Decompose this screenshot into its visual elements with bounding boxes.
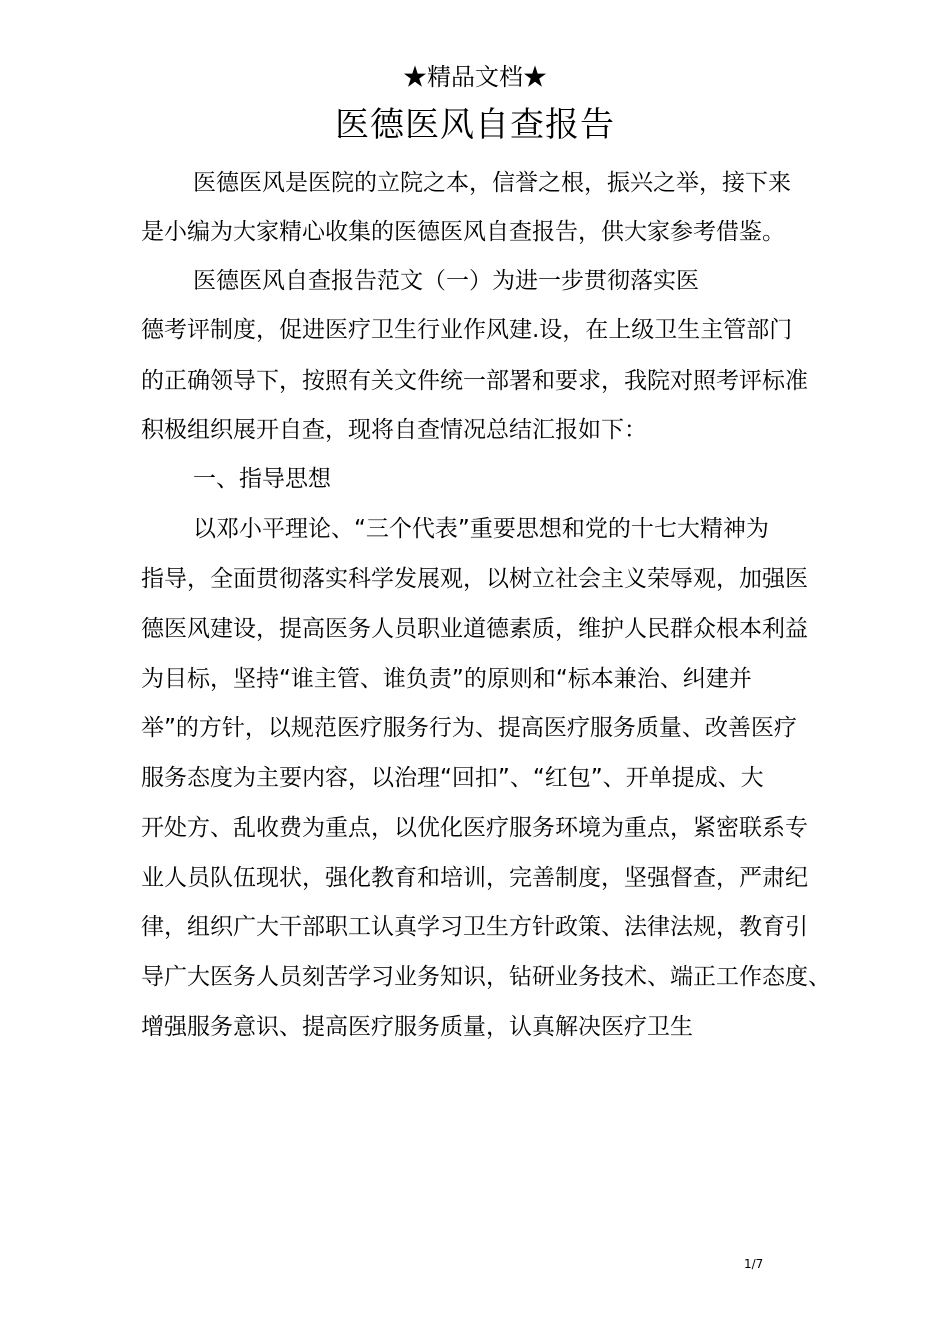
section-heading: 一、指导思想 — [193, 466, 331, 492]
body-line: 开处方、乱收费为重点，以优化医疗服务环境为重点，紧密联系专 — [141, 815, 808, 841]
body-line: 医德医风自查报告范文（一）为进一步贯彻落实医 — [193, 268, 699, 294]
body-line: 指导，全面贯彻落实科学发展观，以树立社会主义荣辱观，加强医 — [141, 566, 808, 592]
body-line: 是小编为大家精心收集的医德医风自查报告，供大家参考借鉴。 — [141, 219, 785, 245]
body-line: 举”的方针，以规范医疗服务行为、提高医疗服务质量、改善医疗 — [141, 715, 797, 741]
body-line: 律，组织广大干部职工认真学习卫生方针政策、法律法规，教育引 — [141, 914, 808, 940]
body-line: 以邓小平理论、“三个代表”重要思想和党的十七大精神为 — [193, 516, 769, 542]
page-number: 1/7 — [744, 1257, 764, 1271]
body-line: 德医风建设，提高医务人员职业道德素质，维护人民群众根本利益 — [141, 616, 808, 642]
body-line: 服务态度为主要内容，以治理“回扣”、“红包”、开单提成、大 — [141, 765, 764, 791]
body-line: 医德医风是医院的立院之本，信誉之根，振兴之举，接下来 — [193, 170, 791, 196]
body-line: 积极组织展开自查，现将自查情况总结汇报如下： — [141, 417, 647, 443]
body-line: 为目标，坚持“谁主管、谁负责”的原则和“标本兼治、纠建并 — [141, 666, 752, 692]
header-mark: ★精品文档★ — [403, 63, 547, 91]
body-line: 导广大医务人员刻苦学习业务知识，钻研业务技术、端正工作态度、 — [141, 964, 831, 990]
body-line: 增强服务意识、提高医疗服务质量，认真解决医疗卫生 — [141, 1014, 693, 1040]
body-line: 业人员队伍现状，强化教育和培训，完善制度，坚强督查，严肃纪 — [141, 865, 808, 891]
document-title: 医德医风自查报告 — [335, 105, 615, 145]
body-line: 德考评制度，促进医疗卫生行业作风建.设，在上级卫生主管部门 — [141, 317, 793, 343]
body-line: 的正确领导下，按照有关文件统一部署和要求，我院对照考评标准 — [141, 368, 808, 394]
